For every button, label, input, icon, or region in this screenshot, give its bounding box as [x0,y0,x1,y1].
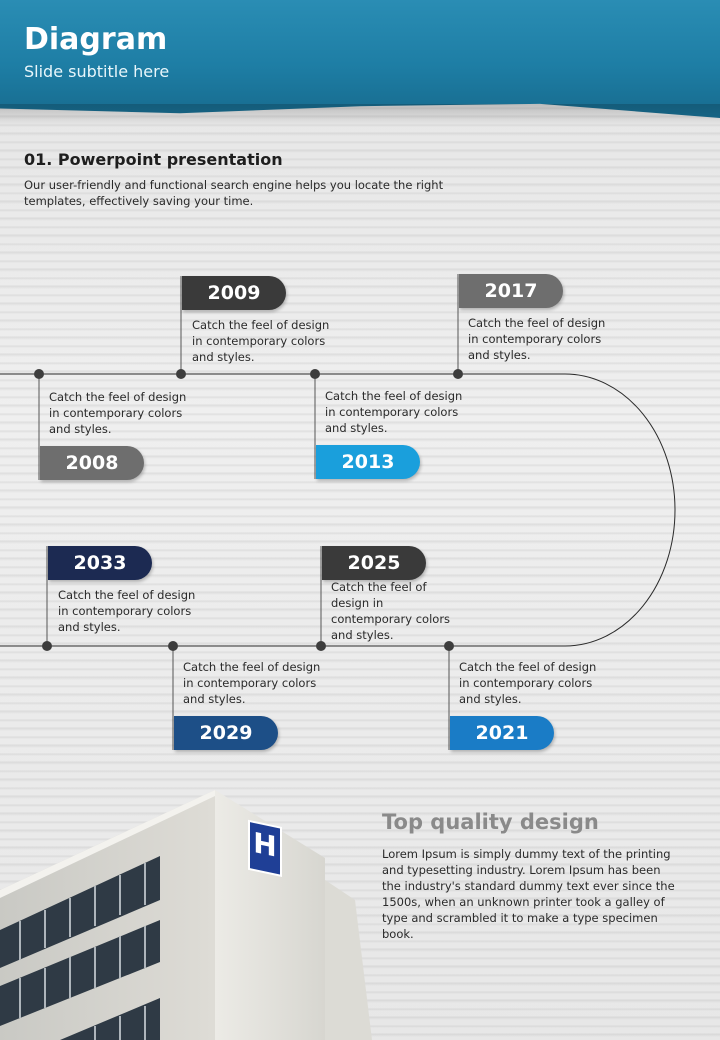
year-badge-2008: 2008 [40,446,144,480]
year-badge-2021: 2021 [450,716,554,750]
node-2009 [176,369,186,379]
section-heading: 01. Powerpoint presentation [24,150,283,169]
year-badge-2033: 2033 [48,546,152,580]
quality-heading: Top quality design [382,810,599,834]
node-2017 [453,369,463,379]
hospital-building-image [0,780,380,1040]
node-2033 [42,641,52,651]
timeline-text-2008: Catch the feel of design in contemporary colors and styles. [49,390,187,436]
year-badge-2017: 2017 [459,274,563,308]
node-2025 [316,641,326,651]
quality-text: Lorem Ipsum is simply dummy text of the printing and typesetting industry. Lorem Ipsum has been the industry's standard dummy text ever since the 1500s, when an unknown printer took a galley of type and scrambled it to make a type specimen book. [382,847,675,941]
timeline-text-2009: Catch the feel of design in contemporary colors and styles. [192,318,330,364]
timeline-text-2013: Catch the feel of design in contemporary colors and styles. [325,389,463,435]
node-2029 [168,641,178,651]
slide-subtitle: Slide subtitle here [24,62,170,81]
timeline-text-2017: Catch the feel of design in contemporary colors and styles. [468,316,606,362]
timeline-curve [565,374,675,646]
timeline-text-2021: Catch the feel of design in contemporary colors and styles. [459,660,597,706]
timeline-text-2025: Catch the feel of design in contemporary colors and styles. [331,580,451,642]
slide-title: Diagram [24,22,168,57]
hospital-sign-letter: H [253,826,277,864]
section-text: Our user-friendly and functional search engine helps you locate the right templates, effectively saving your time. [24,178,444,208]
timeline-text-2029: Catch the feel of design in contemporary colors and styles. [183,660,321,706]
building-side-wing [325,880,372,1040]
node-2008 [34,369,44,379]
node-2013 [310,369,320,379]
year-badge-2025: 2025 [322,546,426,580]
year-badge-2009: 2009 [182,276,286,310]
year-badge-2013: 2013 [316,445,420,479]
year-badge-2029: 2029 [174,716,278,750]
timeline-text-2033: Catch the feel of design in contemporary colors and styles. [58,588,196,634]
